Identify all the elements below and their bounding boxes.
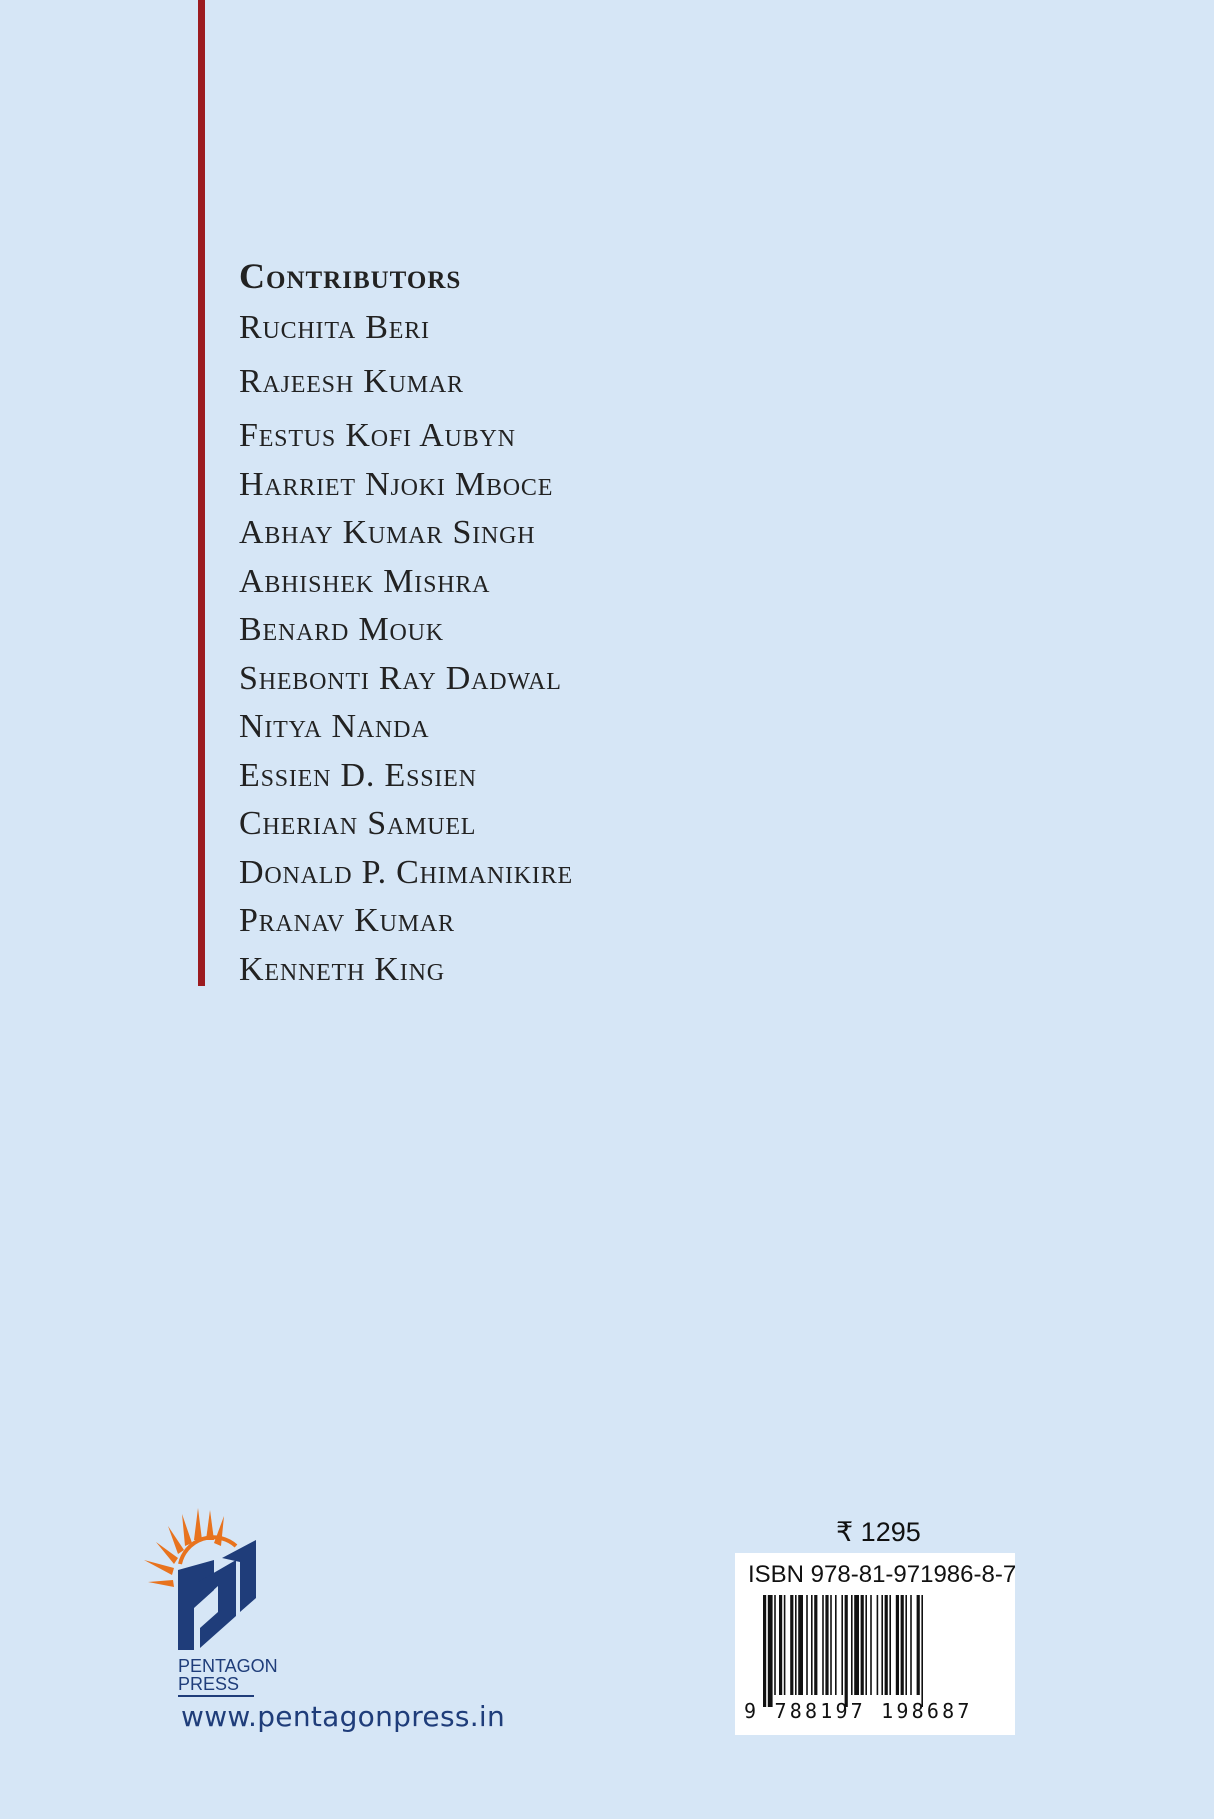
barcode-digits: 9 788197 198687	[744, 1699, 973, 1723]
contributor-name: Abhishek Mishra	[239, 562, 491, 600]
price-label: ₹ 1295	[836, 1517, 921, 1547]
barcode-bars	[763, 1595, 989, 1707]
contributor-name: Benard Mouk	[239, 611, 444, 648]
logo-text-line1: PENTAGON	[178, 1656, 278, 1676]
isbn-text: ISBN 978-81-971986-8-7	[748, 1561, 1017, 1588]
contributor-name: Rajeesh Kumar	[239, 363, 464, 400]
contributor-name: Donald P. Chimanikire	[239, 853, 573, 891]
contributors-list	[239, 304, 573, 994]
contributor-name: Shebonti Ray Dadwal	[239, 659, 562, 697]
pentagon-press-logo	[140, 1500, 290, 1700]
logo-text-line2: PRESS	[178, 1674, 240, 1694]
publisher-website[interactable]: www.pentagonpress.in	[181, 1700, 506, 1733]
contributor-name: Essien D. Essien	[239, 756, 477, 794]
contributor-name: Harriet Njoki Mboce	[239, 465, 554, 503]
contributor-name: Cherian Samuel	[239, 805, 477, 842]
contributors-heading: Contributors	[239, 256, 462, 296]
contributor-name: Pranav Kumar	[239, 902, 455, 939]
contributor-name: Abhay Kumar Singh	[239, 514, 536, 551]
contributor-name: Kenneth King	[239, 950, 445, 988]
contributors-section	[239, 254, 573, 994]
contributor-name: Nitya Nanda	[239, 708, 430, 745]
contributor-name: Festus Kofi Aubyn	[239, 417, 516, 454]
red-vertical-rule	[198, 0, 205, 986]
barcode-block	[735, 1553, 1015, 1735]
contributor-name: Ruchita Beri	[239, 309, 430, 346]
pp-monogram-icon	[178, 1540, 256, 1650]
